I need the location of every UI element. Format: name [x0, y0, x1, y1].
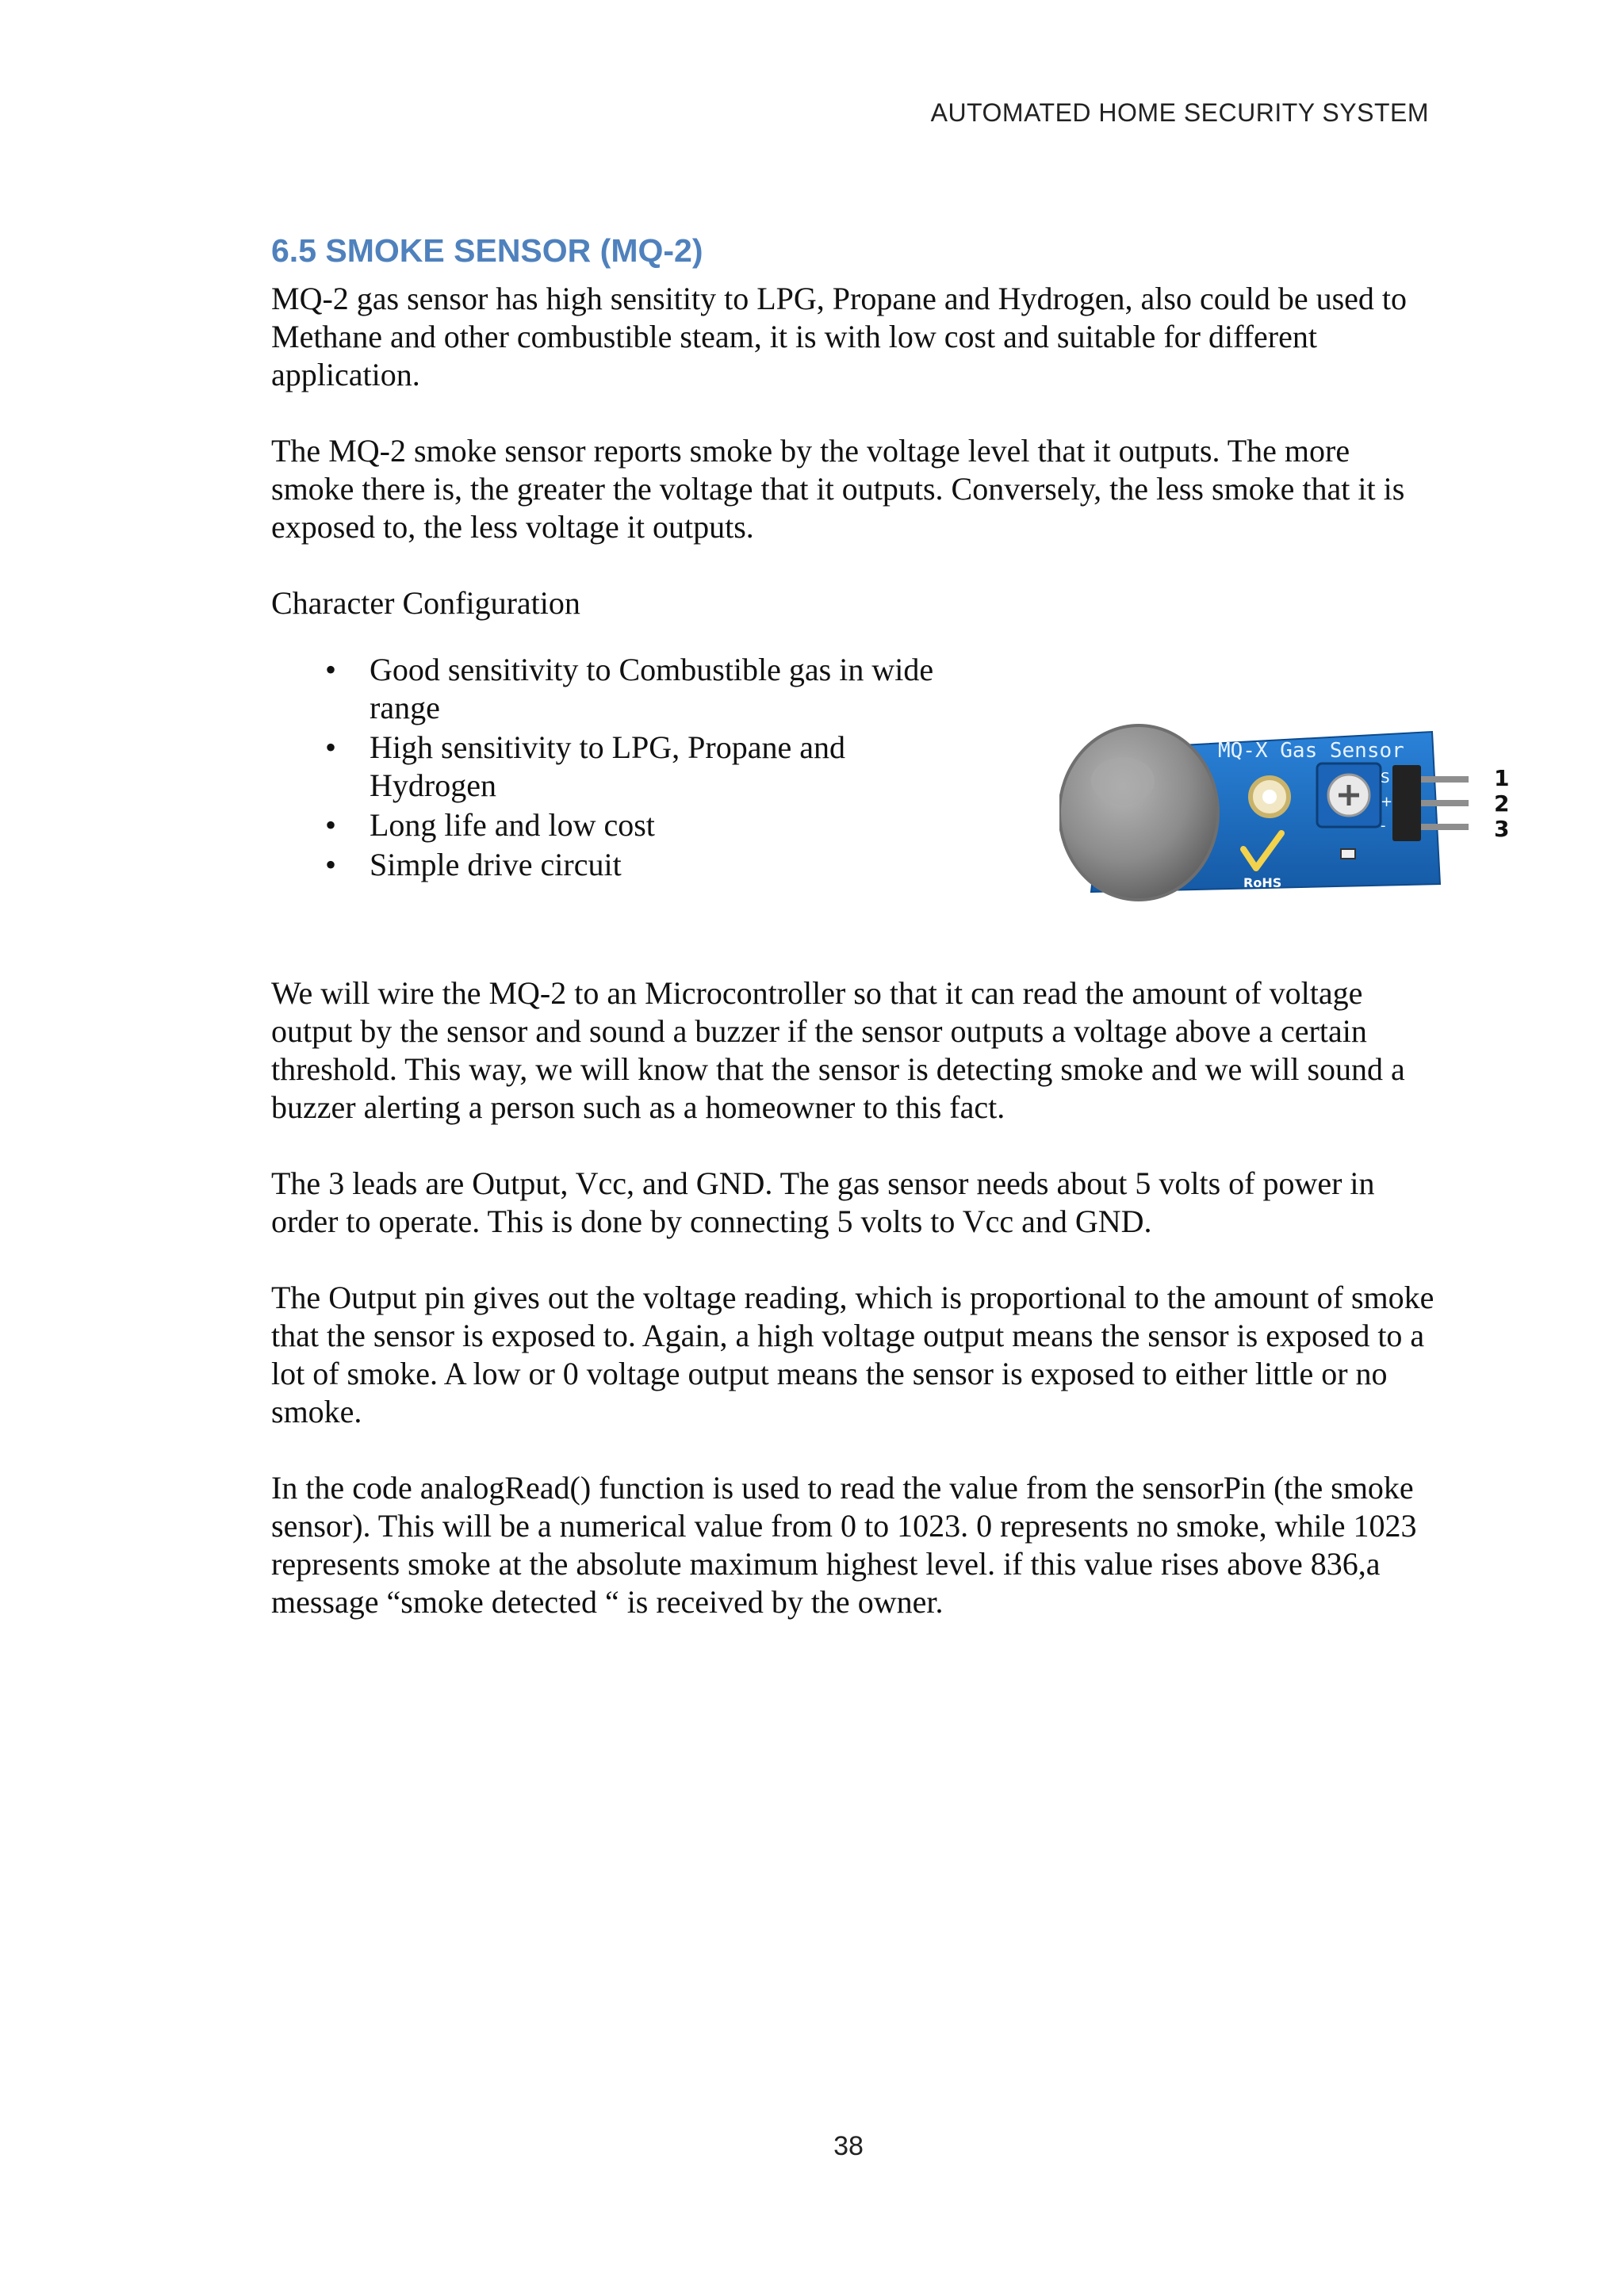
mq2-sensor-image: [1059, 694, 1519, 924]
svg-text:S: S: [1381, 770, 1390, 787]
list-item: • Good sensitivity to Combustible gas in wide range: [325, 652, 934, 726]
svg-text:+: +: [1381, 794, 1393, 811]
output-paragraph: The Output pin gives out the voltage reading, which is proportional to the amount of smoke that the sensor is exposed to. Again, a high voltage output means the sensor is exposed to a lot of smoke. A low or 0 voltage output means the sensor is exposed to either little or no smoke.: [271, 1280, 1434, 1430]
page-content: [271, 232, 1510, 1659]
svg-text:-: -: [1381, 817, 1386, 835]
config-label: Character Configuration: [271, 585, 580, 622]
bullet-icon: •: [325, 807, 337, 844]
bullet-icon: •: [325, 652, 337, 688]
feature-block: [271, 651, 1510, 946]
pin-header: [1392, 765, 1421, 841]
list-item: • High sensitivity to LPG, Propane and Hydrogen: [325, 729, 845, 804]
pin-number: 2: [1494, 790, 1510, 817]
intro-paragraph: MQ-2 gas sensor has high sensitity to LPG, Propane and Hydrogen, also could be used to Methane and other combustible steam, it is with low cost and suitable for different application.: [271, 281, 1408, 393]
running-header: AUTOMATED HOME SECURITY SYSTEM: [930, 98, 1429, 127]
leads-paragraph: The 3 leads are Output, Vcc, and GND. The gas sensor needs about 5 volts of power in order to operate. This is done by connecting 5 volts to Vcc and GND.: [271, 1165, 1375, 1240]
section-title: 6.5 SMOKE SENSOR (MQ-2): [271, 232, 703, 269]
list-item: • Simple drive circuit: [325, 847, 622, 883]
pin-number: 3: [1494, 816, 1510, 843]
voltage-paragraph: The MQ-2 smoke sensor reports smoke by the voltage level that it outputs. The more smoke there is, the greater the voltage that it outputs. Conversely, the less smoke that it is exposed to, the less voltage it outputs.: [271, 433, 1405, 545]
wiring-paragraph: We will wire the MQ-2 to an Microcontroller so that it can read the amount of voltage output by the sensor and sound a buzzer if the sensor outputs a voltage above a certain threshold. This way, we will know that the sensor is detecting smoke and we will sound a buzzer alerting a person such as a homeowner to this fact.: [271, 975, 1405, 1126]
page-number: 38: [833, 2131, 864, 2161]
pin-number: 1: [1494, 765, 1510, 792]
bullet-icon: •: [325, 729, 337, 766]
feature-list: [271, 651, 972, 884]
board-label: MQ-X Gas Sensor: [1218, 739, 1404, 763]
rohs-label: RoHS: [1243, 875, 1282, 891]
list-item: • Long life and low cost: [325, 807, 655, 844]
bullet-icon: •: [325, 847, 337, 883]
code-paragraph: In the code analogRead() function is used to read the value from the sensorPin (the smoke sensor). This will be a numerical value from 0 to 1023. 0 represents no smoke, while 1023 represents smoke at the absolute maximum highest level. if this value rises above 836,a message “smoke detected “ is received by the owner.: [271, 1470, 1417, 1621]
